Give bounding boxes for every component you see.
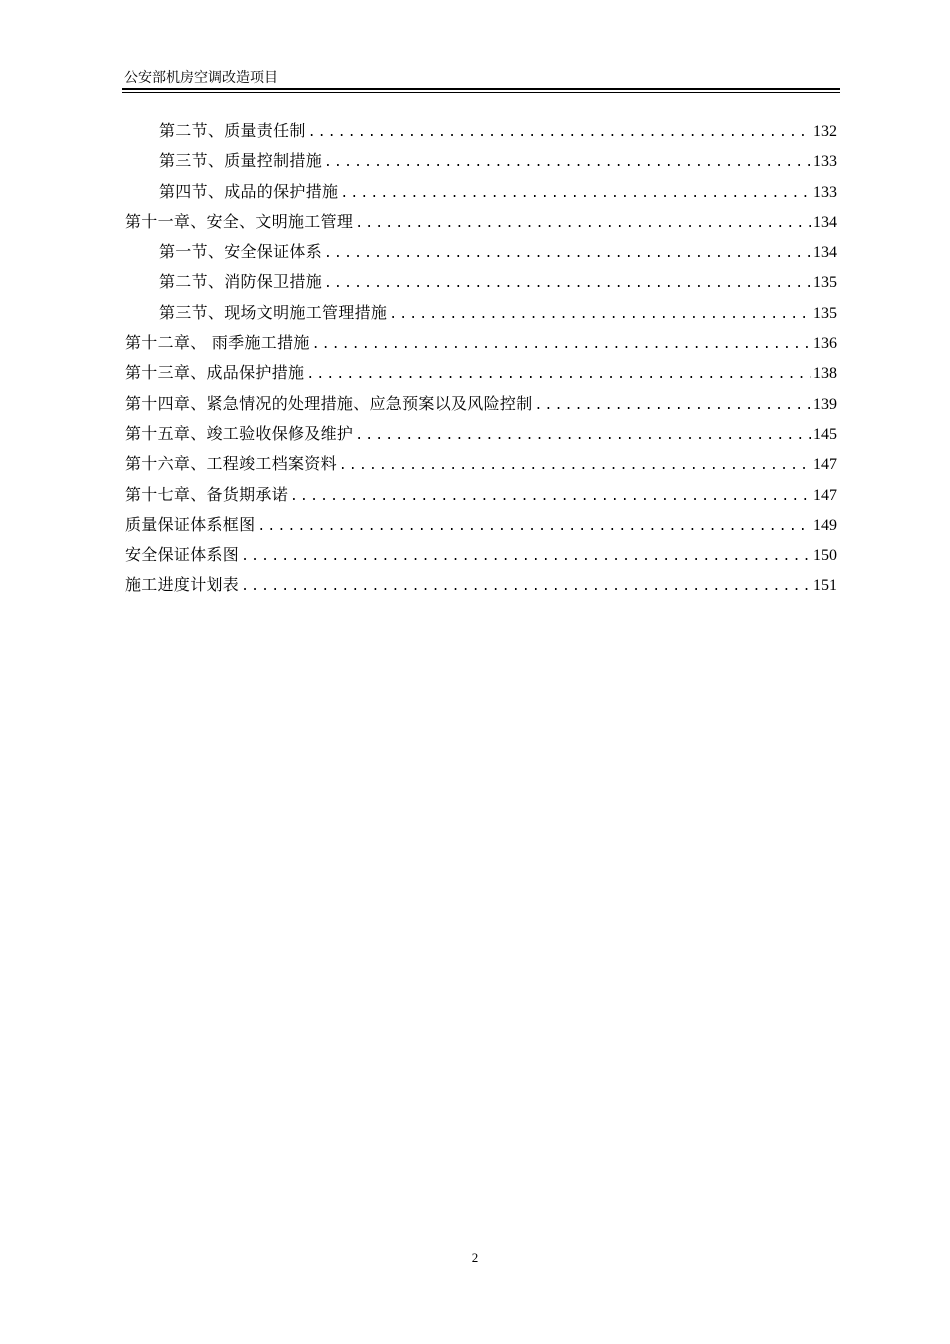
toc-entry-page: 136 (813, 335, 837, 353)
toc-entry[interactable] (125, 540, 837, 570)
toc-entry-page: 139 (813, 395, 837, 413)
toc-entry-title: 安全保证体系图 (125, 545, 240, 565)
toc-entry[interactable] (125, 237, 837, 267)
toc-entry-title: 第十五章、竣工验收保修及维护 (125, 423, 354, 443)
toc-leader-dots (241, 572, 811, 602)
toc-entry-page: 149 (813, 516, 837, 534)
toc-entry[interactable] (125, 419, 837, 449)
toc-entry-title: 第十二章、 雨季施工措施 (125, 333, 310, 353)
toc-entry-title: 第十四章、紧急情况的处理措施、应急预案以及风险控制 (125, 393, 533, 413)
toc-leader-dots (355, 421, 811, 451)
toc-entry-title: 第十六章、工程竣工档案资料 (125, 454, 337, 474)
toc-entry-page: 134 (813, 213, 837, 231)
toc-entry-page: 135 (813, 274, 837, 292)
toc-entry-title: 第一节、安全保证体系 (159, 242, 323, 262)
toc-entry[interactable] (125, 328, 837, 358)
toc-entry[interactable] (125, 146, 837, 176)
toc-entry-title: 第四节、成品的保护措施 (159, 181, 339, 201)
toc-entry-title: 第二节、质量责任制 (159, 121, 306, 140)
toc-entry-title: 第十一章、安全、文明施工管理 (125, 211, 354, 231)
toc-entry[interactable] (125, 449, 837, 479)
document-title: 公安部机房空调改造项目 (124, 70, 278, 86)
toc-leader-dots (257, 512, 811, 542)
toc-entry[interactable] (125, 207, 837, 237)
toc-entry[interactable] (125, 510, 837, 540)
toc-entry[interactable] (125, 267, 837, 297)
toc-leader-dots (312, 330, 811, 360)
toc-entry-title: 第三节、质量控制措施 (159, 151, 323, 171)
header-rule (122, 88, 840, 90)
toc-leader-dots (241, 542, 811, 572)
toc-entry-page: 145 (813, 425, 837, 443)
toc-entry-page: 147 (813, 456, 837, 474)
toc-entry[interactable] (125, 298, 837, 328)
toc-leader-dots (340, 179, 811, 209)
toc-entry-title: 质量保证体系框图 (125, 514, 256, 534)
toc-entry-page: 133 (813, 153, 837, 171)
toc-entry-title: 第二节、消防保卫措施 (159, 272, 323, 292)
toc-entry-page: 134 (813, 244, 837, 262)
toc-entry-title: 施工进度计划表 (125, 575, 240, 595)
toc-entry-page: 151 (813, 577, 837, 595)
page-header (122, 70, 840, 93)
toc-entry-title: 第十七章、备货期承诺 (125, 484, 289, 504)
toc-leader-dots (355, 209, 811, 239)
toc-entry[interactable] (125, 389, 837, 419)
toc-entry-title: 第十三章、成品保护措施 (125, 363, 305, 383)
toc-leader-dots (535, 391, 811, 421)
toc-leader-dots (324, 269, 811, 299)
table-of-contents (125, 116, 837, 601)
toc-leader-dots (389, 300, 811, 330)
toc-leader-dots (339, 451, 811, 481)
toc-leader-dots (306, 360, 811, 390)
toc-entry[interactable] (125, 480, 837, 510)
toc-entry-page: 132 (813, 123, 837, 140)
toc-entry[interactable] (125, 570, 837, 600)
toc-leader-dots (324, 239, 811, 269)
toc-entry-page: 135 (813, 304, 837, 322)
toc-entry-page: 147 (813, 486, 837, 504)
toc-leader-dots (324, 148, 811, 178)
toc-entry-page: 138 (813, 365, 837, 383)
toc-leader-dots (290, 482, 811, 512)
page-number: 2 (471, 1250, 479, 1265)
toc-entry-page: 133 (813, 183, 837, 201)
toc-leader-dots (308, 118, 811, 148)
toc-entry[interactable] (125, 358, 837, 388)
header-rule-thin (122, 92, 840, 93)
toc-entry[interactable] (125, 116, 837, 146)
toc-entry-title: 第三节、现场文明施工管理措施 (159, 302, 388, 322)
toc-entry-page: 150 (813, 547, 837, 565)
toc-entry[interactable] (125, 177, 837, 207)
